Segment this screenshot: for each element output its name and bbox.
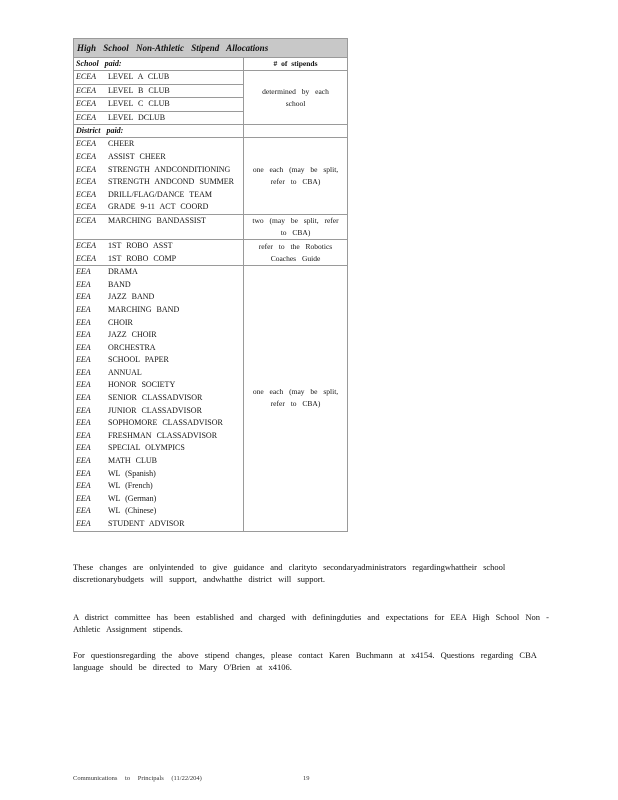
stipend-code: EEA bbox=[76, 468, 91, 478]
table-row bbox=[74, 85, 243, 99]
table-row bbox=[74, 480, 243, 493]
table-row bbox=[74, 71, 243, 85]
district-group-4-note: one each (may be split, refer to CBA) bbox=[244, 266, 348, 531]
table-row bbox=[74, 176, 243, 189]
stipend-name: WL (Chinese) bbox=[108, 506, 157, 516]
table-row bbox=[74, 405, 243, 418]
stipend-name: WL (German) bbox=[108, 493, 157, 503]
stipend-code: ECEA bbox=[76, 72, 96, 81]
stipend-code: ECEA bbox=[76, 202, 96, 212]
stipend-name: MATH CLUB bbox=[108, 456, 158, 466]
stipend-name: STUDENT ADVISOR bbox=[108, 519, 185, 528]
table-row bbox=[74, 354, 243, 367]
table-row bbox=[74, 98, 243, 112]
stipends-column-header: # of stipends bbox=[244, 58, 348, 71]
paragraph-contacts: For questionsregarding the above stipend changes, please contact Karen Buchmann at x4154. Questions regarding CBA language should be directed to Mary O'Brien at x4106. bbox=[73, 650, 537, 672]
table-row bbox=[74, 505, 243, 518]
stipend-name: SCHOOL PAPER bbox=[108, 355, 169, 365]
table-row bbox=[74, 215, 243, 228]
stipend-code: EEA bbox=[76, 443, 91, 453]
stipend-name: SENIOR CLASSADVISOR bbox=[108, 393, 203, 403]
table-row bbox=[74, 455, 243, 468]
school-paid-rows bbox=[74, 71, 244, 125]
paragraph-guidance: These changes are onlyintended to give guidance and clarityto secondaryadministrators regardingwhattheir school discretionarybudgets will support, andwhatthe district will support. bbox=[73, 562, 506, 584]
table-row bbox=[74, 304, 243, 317]
table-row bbox=[74, 240, 243, 253]
stipend-name: 1ST ROBO ASST bbox=[108, 240, 173, 250]
stipend-code: EEA bbox=[76, 481, 91, 491]
stipend-code: EEA bbox=[76, 367, 91, 377]
stipend-code: EEA bbox=[76, 519, 91, 528]
stipend-code: ECEA bbox=[76, 177, 96, 187]
stipend-code: ECEA bbox=[76, 85, 96, 95]
table-row bbox=[74, 151, 243, 164]
table-row bbox=[74, 430, 243, 443]
stipend-code: EEA bbox=[76, 418, 91, 428]
stipend-name: LEVEL B CLUB bbox=[108, 85, 170, 95]
table-row bbox=[74, 266, 243, 279]
stipend-code: EEA bbox=[76, 405, 91, 415]
stipend-name: WL (French) bbox=[108, 481, 153, 491]
stipend-code: ECEA bbox=[76, 164, 96, 174]
district-group-1-rows bbox=[74, 138, 244, 215]
stipend-allocation-table-wrapper bbox=[73, 38, 347, 532]
stipend-code: EEA bbox=[76, 355, 91, 365]
district-group-2-rows bbox=[74, 214, 244, 239]
stipend-name: ORCHESTRA bbox=[108, 342, 156, 352]
table-row bbox=[74, 468, 243, 481]
table-row bbox=[74, 367, 243, 380]
stipend-name: CHOIR bbox=[108, 317, 133, 327]
table-row bbox=[74, 417, 243, 430]
stipend-code: EEA bbox=[76, 330, 91, 340]
stipend-code: EEA bbox=[76, 456, 91, 466]
stipend-name: DRAMA bbox=[108, 267, 138, 277]
stipend-code: ECEA bbox=[76, 215, 96, 225]
stipend-name: 1ST ROBO COMP bbox=[108, 253, 177, 263]
district-paid-header-blank bbox=[244, 125, 348, 138]
table-row bbox=[74, 392, 243, 405]
table-row bbox=[74, 317, 243, 330]
stipend-code: ECEA bbox=[76, 99, 96, 109]
stipend-name: GRADE 9-11 ACT COORD bbox=[108, 202, 209, 212]
stipend-name: SOPHOMORE CLASSADVISOR bbox=[108, 418, 223, 428]
table-row bbox=[74, 442, 243, 455]
stipend-code: ECEA bbox=[76, 253, 96, 263]
stipend-name: ASSIST CHEER bbox=[108, 151, 166, 161]
district-group-4-rows bbox=[74, 266, 244, 531]
stipend-code: ECEA bbox=[76, 189, 96, 199]
stipend-name: MARCHING BAND bbox=[108, 304, 180, 314]
stipend-name: LEVEL DCLUB bbox=[108, 112, 166, 122]
page-number: 19 bbox=[303, 775, 310, 782]
stipend-name: MARCHING BANDASSIST bbox=[108, 215, 206, 225]
table-row bbox=[74, 493, 243, 506]
stipend-name: DRILL/FLAG/DANCE TEAM bbox=[108, 189, 212, 199]
district-paid-label: District paid: bbox=[74, 125, 244, 138]
district-group-1-note: one each (may be split, refer to CBA) bbox=[244, 138, 348, 215]
table-row bbox=[74, 329, 243, 342]
stipend-code: EEA bbox=[76, 342, 91, 352]
stipend-code: EEA bbox=[76, 430, 91, 440]
stipend-name: LEVEL A CLUB bbox=[108, 72, 170, 81]
table-row bbox=[74, 279, 243, 292]
stipend-name: WL (Spanish) bbox=[108, 468, 156, 478]
stipend-code: EEA bbox=[76, 506, 91, 516]
stipend-name: FRESHMAN CLASSADVISOR bbox=[108, 430, 218, 440]
table-row bbox=[74, 518, 243, 531]
table-row bbox=[74, 291, 243, 304]
stipend-allocation-table bbox=[73, 38, 348, 532]
table-row bbox=[74, 189, 243, 202]
stipend-code: EEA bbox=[76, 317, 91, 327]
table-row bbox=[74, 253, 243, 266]
stipend-name: STRENGTH ANDCONDITIONING bbox=[108, 164, 231, 174]
stipend-code: EEA bbox=[76, 393, 91, 403]
footer-text: Communications to Principals (11/22/204) bbox=[73, 775, 202, 782]
table-title: High School Non-Athletic Stipend Allocations bbox=[74, 39, 348, 58]
stipend-name: HONOR SOCIETY bbox=[108, 380, 176, 390]
table-row bbox=[74, 342, 243, 355]
stipend-code: ECEA bbox=[76, 112, 96, 122]
stipend-code: EEA bbox=[76, 304, 91, 314]
table-row bbox=[74, 164, 243, 177]
stipend-code: EEA bbox=[76, 380, 91, 390]
stipend-name: CHEER bbox=[108, 139, 135, 149]
paragraph-committee: A district committee has been established and charged with definingduties and expectations for EEA High School Non -Athletic Assignment stipends. bbox=[73, 612, 549, 634]
district-group-2-note: two (may be split, refer to CBA) bbox=[244, 214, 348, 239]
table-row bbox=[74, 138, 243, 151]
stipend-code: ECEA bbox=[76, 240, 96, 250]
table-row bbox=[74, 112, 243, 125]
stipend-name: LEVEL C CLUB bbox=[108, 99, 170, 109]
stipend-code: EEA bbox=[76, 292, 91, 302]
stipend-code: EEA bbox=[76, 267, 91, 277]
stipend-code: ECEA bbox=[76, 139, 96, 149]
district-group-3-note: refer to the Robotics Coaches Guide bbox=[244, 239, 348, 265]
stipend-code: EEA bbox=[76, 279, 91, 289]
stipend-name: STRENGTH ANDCOND SUMMER bbox=[108, 177, 235, 187]
district-group-3-rows bbox=[74, 239, 244, 265]
stipend-name: BAND bbox=[108, 279, 131, 289]
table-row bbox=[74, 379, 243, 392]
stipend-name: ANNUAL bbox=[108, 367, 142, 377]
stipend-name: JUNIOR CLASSADVISOR bbox=[108, 405, 202, 415]
stipend-code: ECEA bbox=[76, 151, 96, 161]
stipend-name: JAZZ CHOIR bbox=[108, 330, 157, 340]
school-paid-label: School paid: bbox=[74, 58, 244, 71]
school-paid-note: determined by each school bbox=[244, 71, 348, 125]
table-row bbox=[74, 201, 243, 214]
stipend-name: SPECIAL OLYMPICS bbox=[108, 443, 185, 453]
stipend-code: EEA bbox=[76, 493, 91, 503]
stipend-name: JAZZ BAND bbox=[108, 292, 155, 302]
